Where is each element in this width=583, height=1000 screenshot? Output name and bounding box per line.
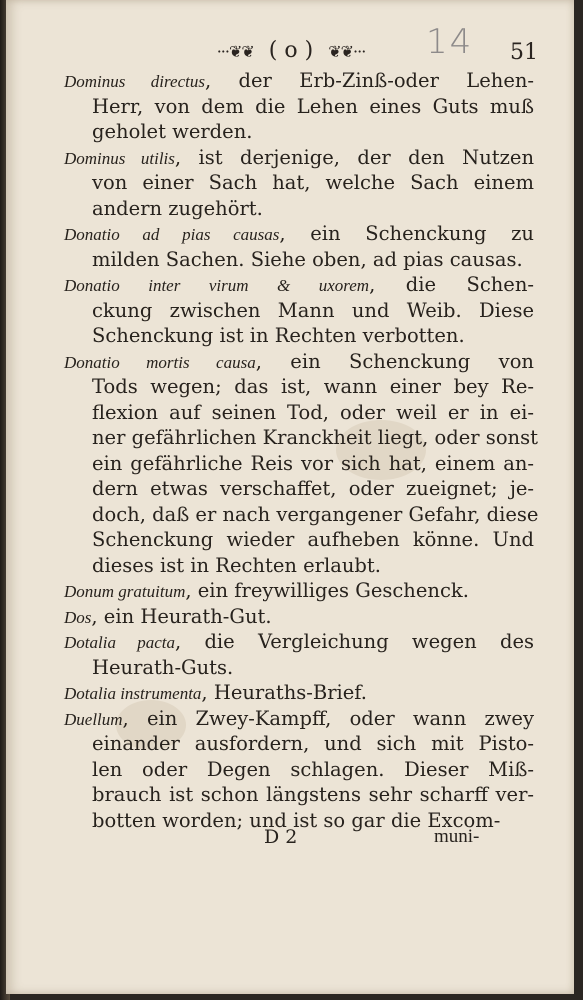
glossary-entry [64,604,534,630]
entry-text: Herr, von dem die Lehen eines Guts muß [92,94,534,118]
entry-text: Schenckung ist in Rechten verbotten. [92,324,465,347]
entry-text: doch, daß er nach vergangener Gefahr, diese [92,502,539,526]
entry-text: , Heuraths-Brief. [201,681,368,704]
entry-text: len oder Degen schlagen. Dieser Miß- [92,757,534,781]
entry-text: ckung zwischen Mann und Weib. Diese [92,298,534,322]
glossary-entry [64,68,534,145]
entry-text: ein gefährliche Reis vor sich hat, einem an- [92,451,534,475]
entry-continuation-line [64,119,534,145]
entry-first-line [64,578,534,604]
latin-term: Dominus directus [64,72,205,91]
glossary-entry [64,272,534,349]
entry-continuation-line [64,655,534,681]
entry-text: , die Schen- [369,273,534,296]
entry-text: , ein Schenckung von [255,349,534,373]
entry-text: Schenckung wieder aufheben könne. Und [92,528,534,551]
running-header [176,38,406,63]
pencil-annotation: 14 [426,22,474,62]
latin-term: Donatio inter virum & uxorem [64,276,370,295]
entry-continuation-line [64,476,534,502]
entry-text: von einer Sach hat, welche Sach einem [92,171,534,194]
entry-first-line [64,349,534,375]
entry-text: Heurath-Guts. [92,655,234,679]
glossary-entry [64,349,539,579]
entry-text: dieses ist in Rechten erlaubt. [92,553,381,577]
latin-term: Dominus utilis [64,148,175,168]
entry-first-line [64,604,534,630]
entry-continuation-line [64,298,534,324]
entry-first-line [64,221,534,247]
entry-text: , ein Heurath-Gut. [91,604,272,628]
latin-term: Dotalia instrumenta [64,684,202,703]
glossary-entry [64,221,534,272]
glossary-entry [64,145,534,222]
header-parenthesis: ( o ) [268,38,314,63]
entry-text: geholet werden. [92,120,253,143]
glossary-entry [64,578,534,604]
entry-text: botten worden; und ist so gar die Excom- [92,808,501,832]
latin-term: Dotalia pacta [64,633,176,652]
entry-continuation-line [64,247,534,273]
signature-mark: D 2 [264,826,298,848]
glossary-text [64,68,539,833]
left-ornament: ···❦❦ [216,42,254,61]
entry-continuation-line [64,170,534,196]
entry-continuation-line [64,400,534,426]
right-ornament: ❦❦··· [328,42,366,61]
entry-continuation-line [64,374,534,400]
entry-text: , die Vergleichung wegen des [175,630,535,653]
catchword: muni- [434,826,480,847]
entry-continuation-line [64,757,534,783]
glossary-entry [64,706,534,834]
entry-continuation-line [64,782,534,808]
page-number: 51 [510,40,538,65]
latin-term: Donatio ad pias causas [64,225,280,244]
entry-text: einander ausfordern, und sich mit Pisto- [92,732,534,755]
entry-first-line [64,680,534,706]
entry-text: dern etwas verschaffet, oder zueignet; je- [92,477,534,500]
entry-text: andern zugehört. [92,196,263,220]
latin-term: Duellum [64,709,123,729]
entry-continuation-line [64,553,534,579]
entry-continuation-line [64,451,534,477]
glossary-entry [64,680,534,706]
paper-page [6,0,574,994]
latin-term: Donum gratuitum [64,582,186,601]
entry-continuation-line [64,527,534,553]
entry-text: brauch ist schon längstens sehr scharff ver- [92,783,534,806]
entry-continuation-line [64,502,539,528]
entry-continuation-line [64,196,534,222]
entry-continuation-line [64,425,538,451]
entry-continuation-line [64,731,534,757]
entry-first-line [64,145,534,171]
entry-text: flexion auf seinen Tod, oder weil er in ei- [92,400,534,424]
entry-text: , ein Zwey-Kampff, oder wann zwey [122,706,534,730]
entry-first-line [64,706,534,732]
entry-continuation-line [64,323,534,349]
entry-text: Tods wegen; das ist, wann einer bey Re- [92,375,534,398]
entry-first-line [64,272,534,298]
entry-continuation-line [64,94,534,120]
entry-text: milden Sachen. Siehe oben, ad pias causas. [92,247,523,271]
entry-text: , ist derjenige, der den Nutzen [174,145,534,169]
latin-term: Dos [64,607,92,627]
entry-first-line [64,68,534,94]
entry-first-line [64,629,534,655]
entry-text: , ein Schenckung zu [279,222,534,245]
latin-term: Donatio mortis causa [64,352,256,372]
entry-text: , ein freywilliges Geschenck. [185,579,469,602]
entry-text: ner gefährlichen Kranckheit liegt, oder sonst [92,426,538,449]
entry-text: , der Erb-Zinß-oder Lehen- [204,69,535,92]
glossary-entry [64,629,534,680]
